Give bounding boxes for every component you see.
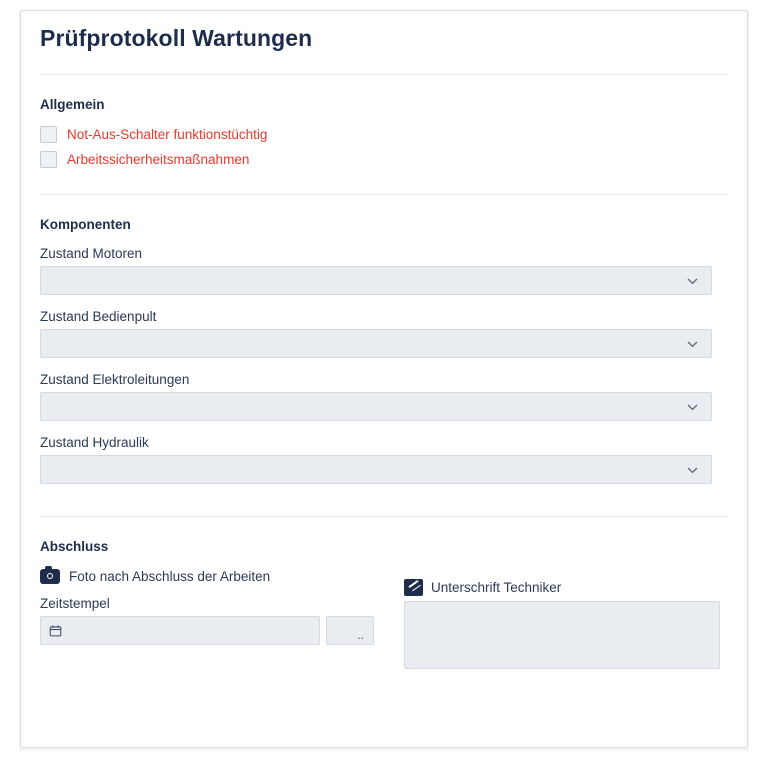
select-zustand-hydraulik[interactable] <box>40 455 712 484</box>
signature-icon[interactable] <box>404 579 423 596</box>
chevron-down-icon <box>686 337 699 350</box>
section-heading-abschluss: Abschluss <box>40 539 109 554</box>
chevron-down-icon <box>686 274 699 287</box>
signature-block <box>404 579 720 669</box>
divider-komponenten <box>40 516 728 517</box>
label-zustand-hydraulik: Zustand Hydraulik <box>40 435 149 450</box>
select-zustand-bedienpult[interactable] <box>40 329 712 358</box>
label-zustand-bedienpult: Zustand Bedienpult <box>40 309 157 324</box>
checkbox-row-notaus[interactable] <box>40 126 747 143</box>
field-zustand-hydraulik <box>40 435 712 484</box>
form-content <box>21 11 747 747</box>
label-zeitstempel: Zeitstempel <box>40 596 110 611</box>
select-zustand-elektroleitungen[interactable] <box>40 392 712 421</box>
chevron-down-icon <box>686 400 699 413</box>
section-heading-allgemein: Allgemein <box>40 97 105 112</box>
checkbox-row-arbeitssicherheit[interactable] <box>40 151 747 168</box>
label-zustand-motoren: Zustand Motoren <box>40 246 143 261</box>
form-card <box>20 10 748 748</box>
checkbox-label-notaus: Not-Aus-Schalter funktionstüchtig <box>67 127 268 142</box>
label-zustand-elektroleitungen: Zustand Elektroleitungen <box>40 372 190 387</box>
signature-label: Unterschrift Techniker <box>431 580 562 595</box>
checkbox-notaus[interactable] <box>40 126 57 143</box>
page-title: Prüfprotokoll Wartungen <box>40 25 313 51</box>
checkbox-label-arbeitssicherheit: Arbeitssicherheitsmaßnahmen <box>67 152 250 167</box>
zeitstempel-stepper[interactable] <box>326 616 374 645</box>
select-zustand-motoren[interactable] <box>40 266 712 295</box>
calendar-icon <box>49 624 62 637</box>
section-heading-komponenten: Komponenten <box>40 217 131 232</box>
signature-header <box>404 579 720 596</box>
camera-icon[interactable] <box>40 569 60 584</box>
photo-upload-label: Foto nach Abschluss der Arbeiten <box>69 569 271 584</box>
field-zustand-motoren <box>40 246 712 295</box>
zeitstempel-input[interactable] <box>40 616 320 645</box>
divider-allgemein <box>40 194 728 195</box>
chevron-down-icon <box>686 463 699 476</box>
signature-canvas[interactable] <box>404 601 720 669</box>
zeitstempel-stepper-glyph: .. <box>357 628 364 642</box>
divider-top <box>40 74 728 75</box>
checkbox-arbeitssicherheit[interactable] <box>40 151 57 168</box>
field-zustand-bedienpult <box>40 309 712 358</box>
abschluss-bottom-row <box>40 580 720 686</box>
field-zustand-elektroleitungen <box>40 372 712 421</box>
